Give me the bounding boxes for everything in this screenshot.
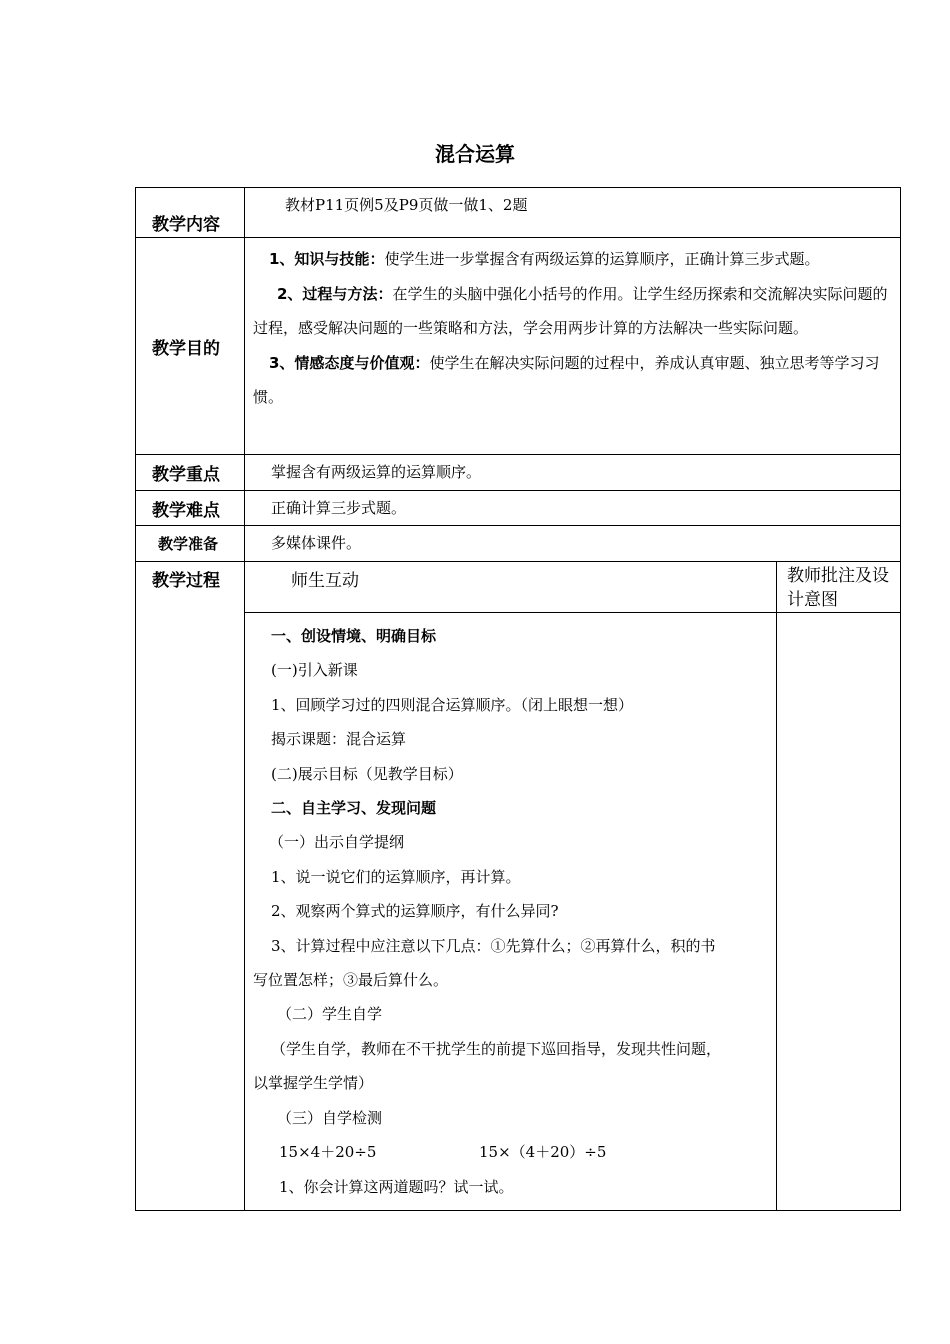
label-goals: 教学目的 [136,238,245,455]
goal-2-text: 在学生的头脑中强化小括号的作用。让学生经历探索和交流解决实际问题的过程，感受解决问题的一些策略和方法，学会用两步计算的方法解决一些实际问题。 [253,284,888,337]
prep-text: 多媒体课件。 [245,526,901,562]
process-line: 1、你会计算这两道题吗？试一试。 [279,1177,514,1196]
process-line: 1、说一说它们的运算顺序，再计算。 [271,867,521,886]
label-prep: 教学准备 [136,526,245,562]
process-line: 2、观察两个算式的运算顺序，有什么异同? [271,902,559,921]
process-line: （三）自学检测 [277,1108,383,1127]
process-formulas [253,1135,766,1169]
col-interaction-header: 师生互动 [245,562,777,613]
goal-3-head: 3、情感态度与价值观： [269,353,430,372]
goal-1-text: 使学生进一步掌握含有两级运算的运算顺序，正确计算三步式题。 [384,250,820,268]
process-line: 一、创设情境、明确目标 [271,627,437,645]
content-text: 教材P11页例5及P9页做一做1、2题 [245,188,901,238]
process-line: 1、回顾学习过的四则混合运算顺序。（闭上眼想一想） [271,695,634,714]
label-difficulty: 教学难点 [136,491,245,526]
row-process-body [136,613,901,1211]
label-content: 教学内容 [136,188,245,238]
process-line: 揭示课题：混合运算 [271,730,407,749]
formula-2: 15×（4＋20）÷5 [479,1143,607,1162]
label-key: 教学重点 [136,455,245,491]
col-notes-header: 教师批注及设计意图 [777,562,901,613]
process-line: 以掌握学生学情） [253,1074,374,1093]
row-key [136,455,901,491]
process-line: 3、计算过程中应注意以下几点：①先算什么；②再算什么，积的书 [271,936,716,955]
process-content [245,613,777,1211]
process-line: (一)引入新课 [271,661,358,680]
key-text: 掌握含有两级运算的运算顺序。 [245,455,901,491]
row-content [136,188,901,238]
row-goals [136,238,901,455]
goal-1-head: 1、知识与技能： [269,250,385,268]
goal-3-text: 使学生在解决实际问题的过程中，养成认真审题、独立思考等学习习惯。 [253,353,880,406]
process-line: (二)展示目标（见教学目标） [271,764,463,783]
formula-1: 15×4＋20÷5 [279,1143,377,1162]
difficulty-text: 正确计算三步式题。 [245,491,901,526]
row-difficulty [136,491,901,526]
process-line: 二、自主学习、发现问题 [271,799,437,818]
row-prep [136,526,901,562]
process-line: （一）出示自学提纲 [269,833,405,852]
goals-text [245,238,901,455]
page-title: 混合运算 [435,142,515,166]
goal-2-head: 2、过程与方法： [277,284,393,303]
process-line: 写位置怎样；③最后算什么。 [253,971,449,990]
process-line: （学生自学，教师在不干扰学生的前提下巡回指导，发现共性问题， [271,1039,722,1058]
notes-column [777,613,901,1211]
row-process-header [136,562,901,613]
process-line: （二）学生自学 [277,1005,383,1024]
lesson-plan-table [135,187,901,1211]
label-process: 教学过程 [136,562,245,1211]
